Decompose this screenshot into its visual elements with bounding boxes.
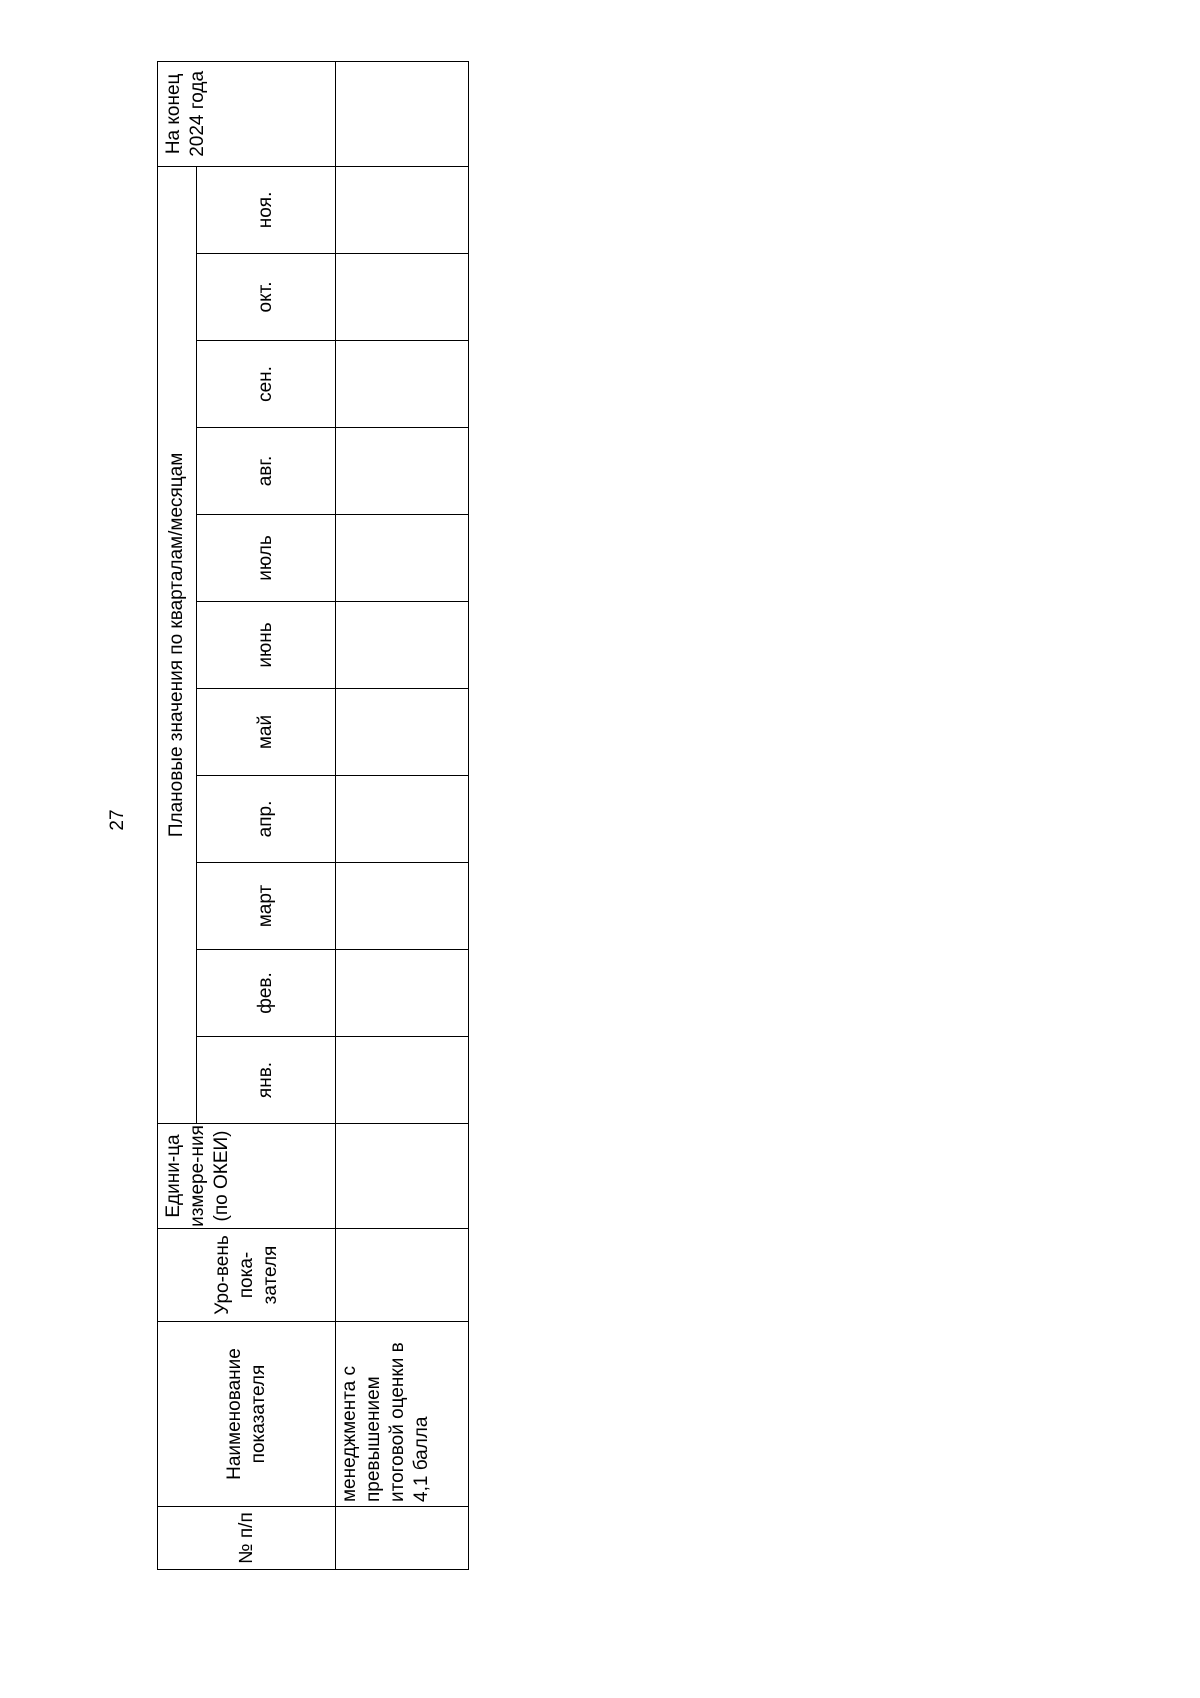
table-row [336, 61, 469, 1569]
header-unit: Едини-ца измере-ния (по ОКЕИ) [158, 1124, 336, 1229]
cell-month-value [336, 1037, 469, 1124]
cell-month-value [336, 602, 469, 689]
header-month: сен. [197, 341, 336, 428]
cell-month-value [336, 863, 469, 950]
cell-unit [336, 1124, 469, 1229]
header-month: окт. [197, 254, 336, 341]
cell-number [336, 1507, 469, 1570]
header-month: июль [197, 515, 336, 602]
header-month: май [197, 689, 336, 776]
header-month: июнь [197, 602, 336, 689]
cell-year-end-value [336, 61, 469, 166]
header-month: янв. [197, 1037, 336, 1124]
cell-month-value [336, 515, 469, 602]
header-month: авг. [197, 428, 336, 515]
cell-month-value [336, 341, 469, 428]
cell-month-value [336, 428, 469, 515]
cell-month-value [336, 689, 469, 776]
cell-month-value [336, 166, 469, 253]
cell-indicator-level [336, 1229, 469, 1322]
header-month: март [197, 863, 336, 950]
cell-month-value [336, 254, 469, 341]
header-year-end: На конец 2024 года [158, 61, 336, 166]
indicator-table [157, 61, 469, 1570]
header-indicator-name: Наименование показателя [158, 1322, 336, 1507]
header-month: ноя. [197, 166, 336, 253]
header-plan-values: Плановые значения по кварталам/месяцам [158, 166, 197, 1123]
cell-month-value [336, 950, 469, 1037]
header-month: фев. [197, 950, 336, 1037]
header-indicator-level: Уро-вень пока-зателя [158, 1229, 336, 1322]
cell-indicator-name: менеджмента с превышением итоговой оценки в 4,1 балла [336, 1322, 469, 1507]
header-month: апр. [197, 776, 336, 863]
cell-month-value [336, 776, 469, 863]
indicator-table-rotated [157, 62, 468, 1570]
header-number: № п/п [158, 1507, 336, 1570]
page-number: 27 [107, 809, 128, 831]
